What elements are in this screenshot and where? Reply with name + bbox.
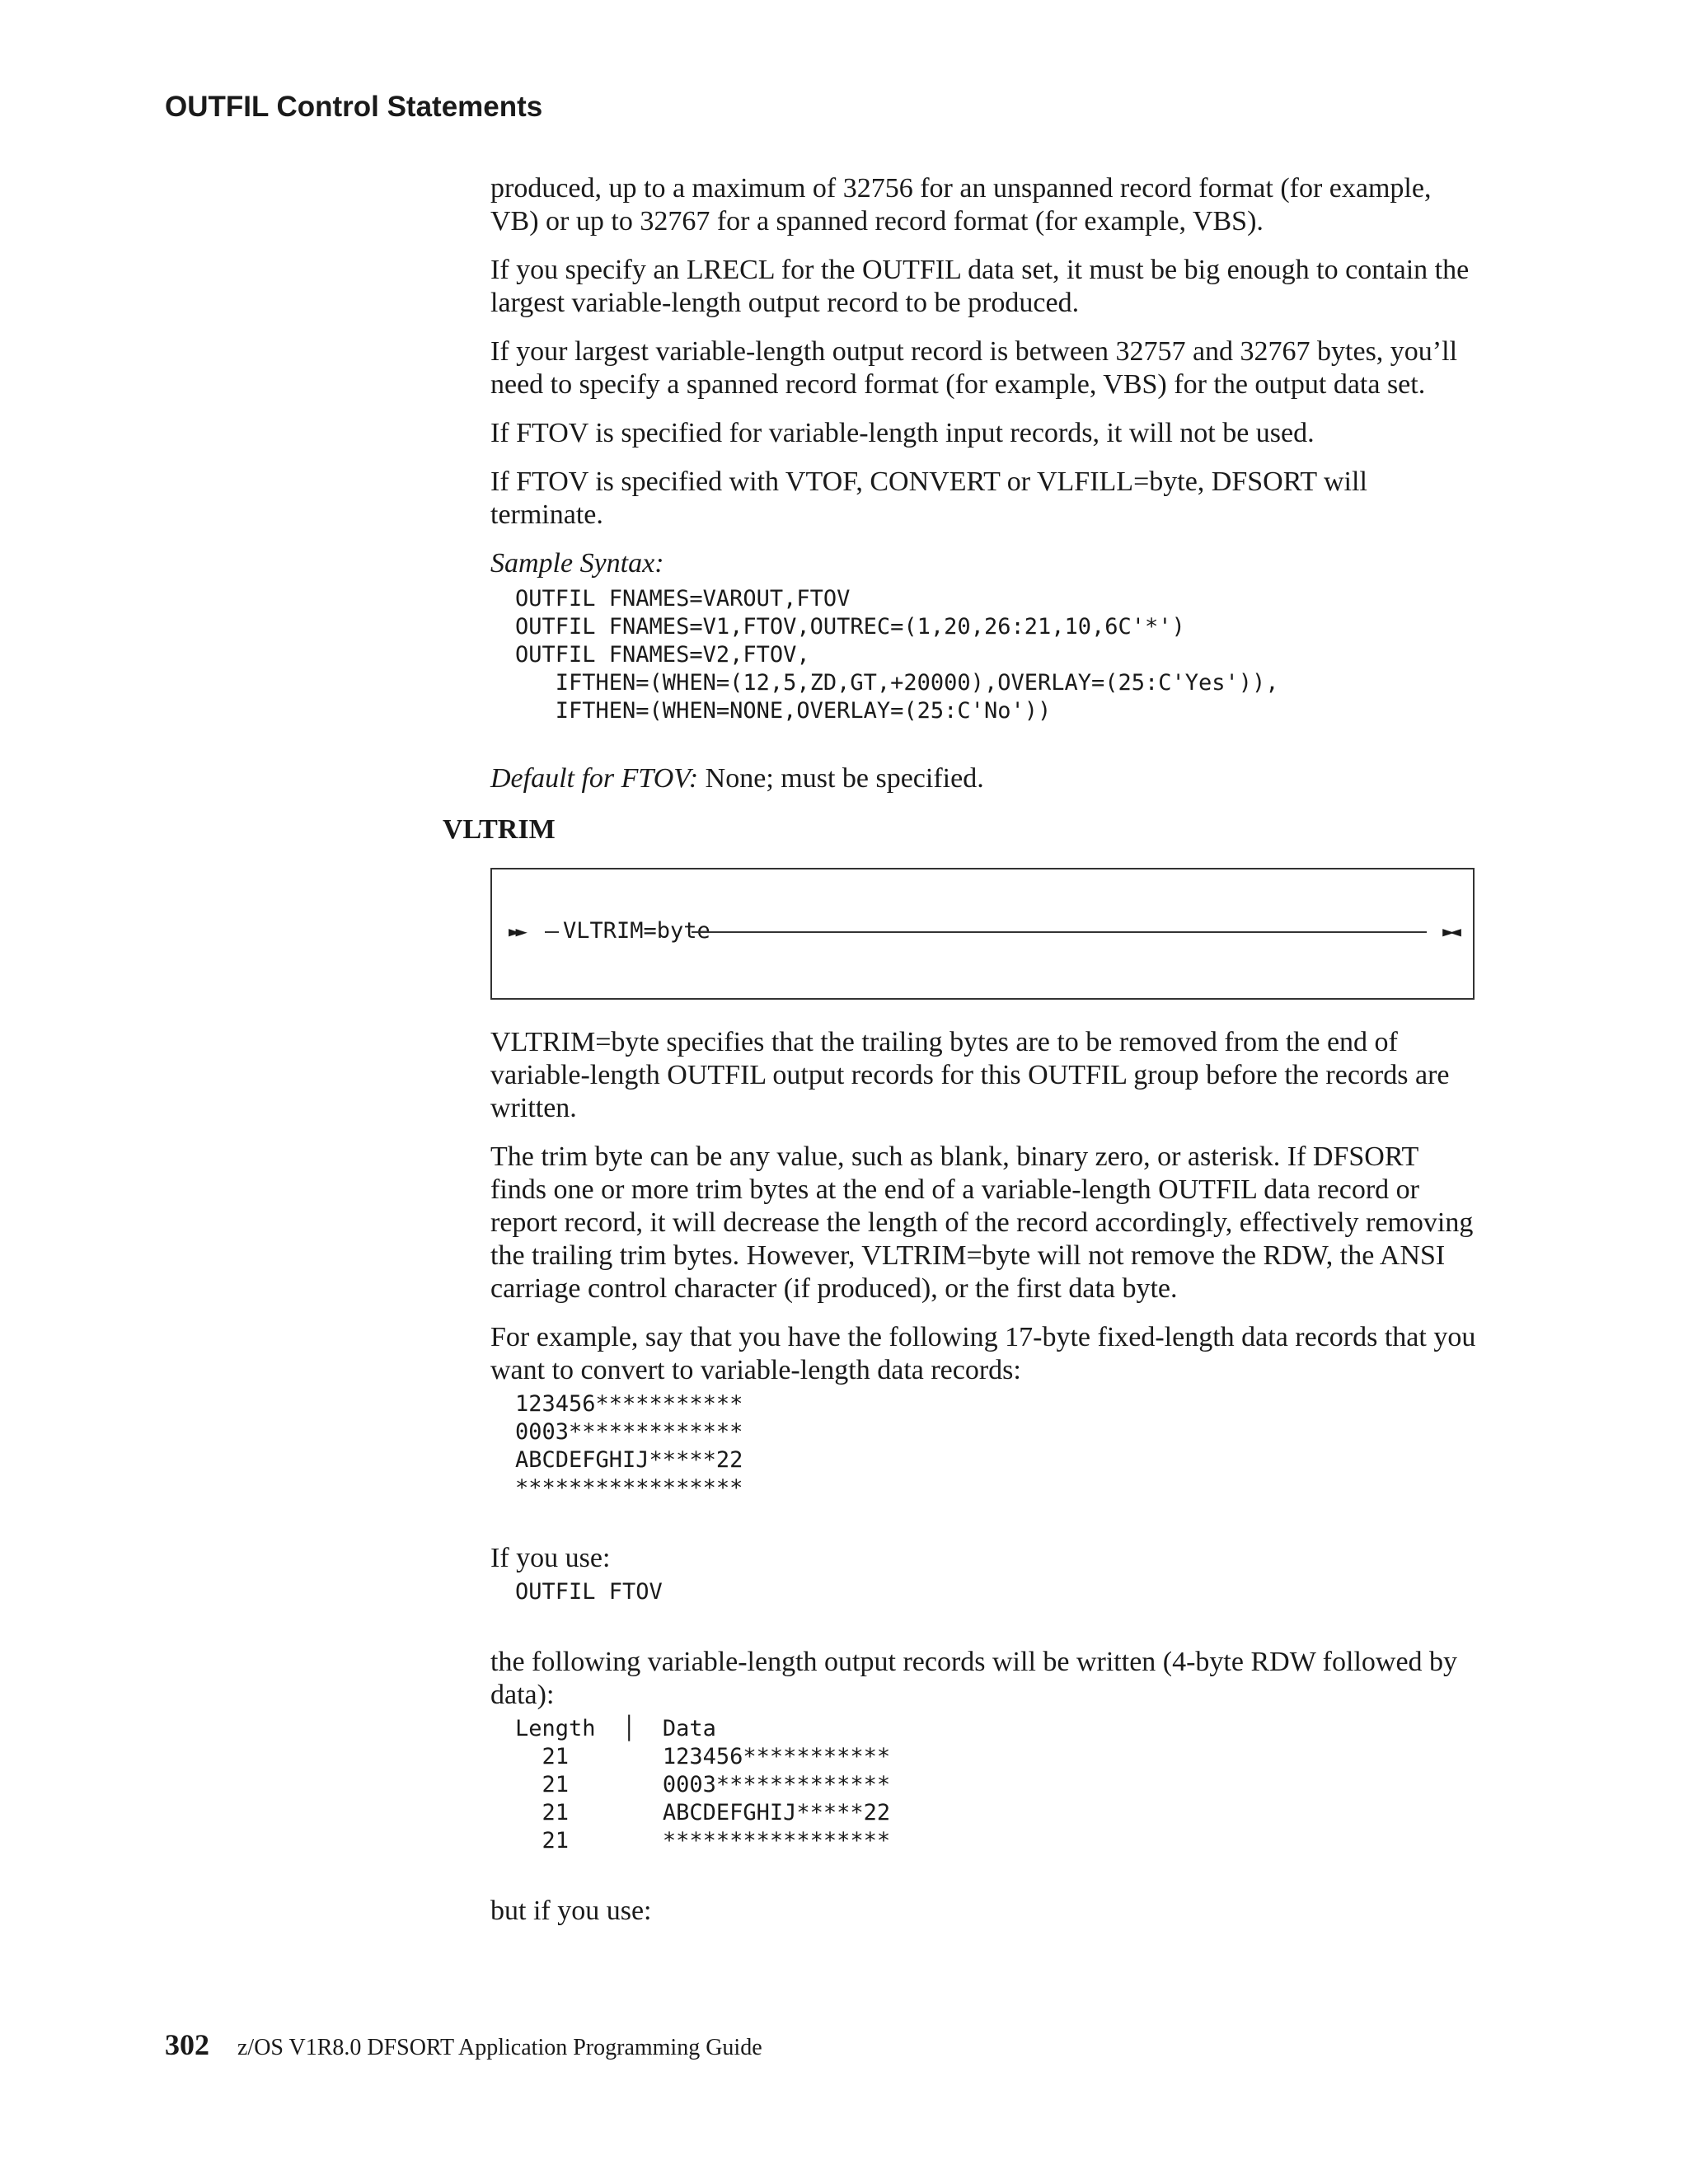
- paragraph-lrecl-max: produced, up to a maximum of 32756 for an unspanned record format (for example, VB) or up to 32767 for a spanned record format (for example, VBS).: [490, 173, 1432, 237]
- default-value: None; must be specified.: [698, 763, 984, 794]
- sample-syntax-code: [490, 585, 1479, 725]
- header-length: Length: [515, 1716, 596, 1741]
- default-label: Default for FTOV:: [490, 763, 699, 794]
- paragraph-example: For example, say that you have the following 17-byte fixed-length data records that you want to convert to variable-length data records:: [490, 1322, 1476, 1385]
- row-data: *****************: [662, 1828, 891, 1854]
- code-line: IFTHEN=(WHEN=NONE,OVERLAY=(25:C'No')): [515, 698, 1052, 724]
- code-line: 0003*************: [515, 1419, 743, 1445]
- page-content: [443, 172, 1479, 1943]
- syntax-line: [692, 931, 1427, 933]
- code-line: ABCDEFGHIJ*****22: [515, 1447, 743, 1473]
- page-footer: [165, 2028, 762, 2064]
- paragraph-ftov-terminate: If FTOV is specified with VTOF, CONVERT or VLFILL=byte, DFSORT will terminate.: [490, 466, 1367, 530]
- start-arrow-icon: ►►: [509, 920, 523, 943]
- table-separator: │: [622, 1716, 636, 1741]
- paragraph-trim-byte: The trim byte can be any value, such as blank, binary zero, or asterisk. If DFSORT finds one or more trim bytes at the end of a variable-length OUTFIL data record or report record, it will decrease the length of the record accordingly, effectively removing the trailing trim bytes. However, VLTRIM=byte will not remove the RDW, the ANSI carriage control character (if produced), or the first data byte.: [490, 1141, 1474, 1304]
- row-length: 21: [542, 1744, 570, 1769]
- code-line: 123456***********: [515, 1391, 743, 1417]
- row-length: 21: [542, 1772, 570, 1797]
- sample-syntax-label: Sample Syntax:: [490, 548, 664, 579]
- end-arrow-icon: ►◄: [1442, 920, 1456, 943]
- code-line: IFTHEN=(WHEN=(12,5,ZD,GT,+20000),OVERLAY=(25:C'Yes')),: [515, 670, 1279, 696]
- section-title-vltrim: VLTRIM: [443, 814, 556, 845]
- header-data: Data: [662, 1716, 716, 1741]
- row-length: 21: [542, 1828, 570, 1854]
- code-line: OUTFIL FNAMES=VAROUT,FTOV: [515, 586, 851, 612]
- table-row: [515, 1799, 1479, 1827]
- if-you-use-label: If you use:: [490, 1543, 611, 1573]
- syntax-diagram-box: [490, 868, 1475, 1000]
- paragraph-vltrim-spec: VLTRIM=byte specifies that the trailing bytes are to be removed from the end of variable-length OUTFIL output records for this OUTFIL group before the records are written.: [490, 1027, 1450, 1123]
- default-ftov: [490, 762, 1479, 795]
- syntax-diagram: [509, 917, 1456, 945]
- row-data: 123456***********: [662, 1744, 891, 1769]
- syntax-keyword: VLTRIM=byte: [563, 918, 710, 944]
- code-line: *****************: [515, 1475, 743, 1501]
- paragraph-following-records: the following variable-length output records will be written (4-byte RDW followed by data):: [490, 1647, 1458, 1710]
- table-row: [515, 1771, 1479, 1799]
- row-data: ABCDEFGHIJ*****22: [662, 1800, 891, 1825]
- syntax-line: [545, 931, 559, 933]
- row-data: 0003*************: [662, 1772, 891, 1797]
- fixed-records-code: [490, 1390, 1479, 1502]
- code-line: OUTFIL FNAMES=V2,FTOV,: [515, 642, 810, 668]
- row-length: 21: [542, 1800, 570, 1825]
- table-row: [515, 1827, 1479, 1855]
- paragraph-ftov-variable: If FTOV is specified for variable-length input records, it will not be used.: [490, 418, 1315, 448]
- paragraph-lrecl-specify: If you specify an LRECL for the OUTFIL data set, it must be big enough to contain the largest variable-length output record to be produced.: [490, 255, 1470, 318]
- but-if-you-use-label: but if you use:: [490, 1896, 652, 1926]
- page-number: 302: [165, 2028, 209, 2061]
- book-title: z/OS V1R8.0 DFSORT Application Programming Guide: [237, 2035, 762, 2060]
- outfil-ftov-code: OUTFIL FTOV: [515, 1579, 663, 1605]
- table-header-row: [515, 1715, 1479, 1743]
- running-header: OUTFIL Control Statements: [165, 91, 543, 123]
- output-records-table: [490, 1715, 1479, 1855]
- code-line: OUTFIL FNAMES=V1,FTOV,OUTREC=(1,20,26:21,10,6C'*'): [515, 614, 1185, 640]
- paragraph-spanned-format: If your largest variable-length output record is between 32757 and 32767 bytes, you’ll need to specify a spanned record format (for example, VBS) for the output data set.: [490, 336, 1458, 400]
- table-row: [515, 1743, 1479, 1771]
